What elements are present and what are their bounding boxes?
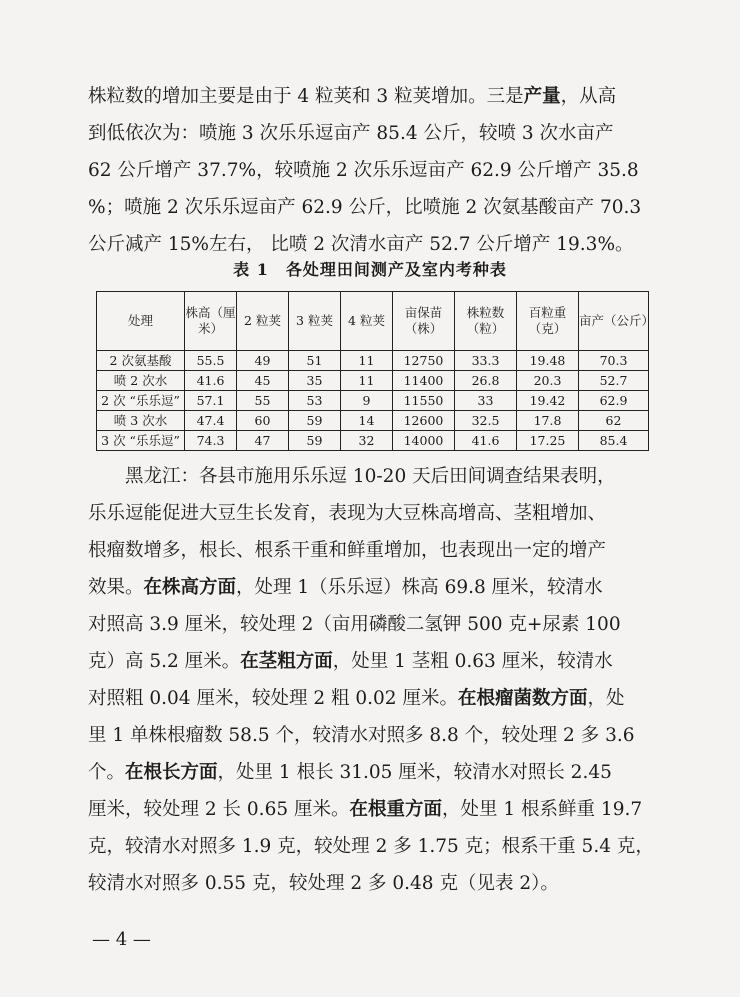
- table-cell: 49: [237, 351, 289, 371]
- header-cell: 株高（厘米）: [185, 292, 237, 351]
- text-line: [88, 865, 648, 902]
- table-cell: 12750: [393, 351, 455, 371]
- table-row: [97, 351, 649, 371]
- table-cell: 11: [341, 371, 393, 391]
- table-cell: 62.9: [579, 391, 649, 411]
- text-line: 到低依次为：喷施 3 次乐乐逗亩产 85.4 公斤，较喷 3 次水亩产: [88, 123, 614, 144]
- text-segment: ，处里 1 茎粗 0.63 厘米，较清水: [332, 651, 613, 672]
- bold-term: 在茎粗方面: [240, 651, 333, 672]
- bold-term: 在根长方面: [125, 762, 218, 783]
- text-segment: ，处: [587, 688, 625, 709]
- text-segment: 乐乐逗能促进大豆生长发育，表现为大豆株高增高、茎粗增加、: [88, 503, 607, 524]
- table-cell: 74.3: [185, 431, 237, 451]
- table-cell: 47: [237, 431, 289, 451]
- page-number: — 4 —: [92, 929, 151, 950]
- table-cell: 喷 2 次水: [97, 371, 185, 391]
- table-cell: 14000: [393, 431, 455, 451]
- text-line: [88, 532, 648, 569]
- text-segment: 对照高 3.9 厘米，较处理 2（亩用磷酸二氢钾 500 克+尿素 100: [88, 614, 621, 635]
- paragraph-yield: [88, 78, 648, 263]
- text-segment: 效果。: [88, 577, 144, 598]
- text-segment: 里 1 单株根瘤数 58.5 个，较清水对照多 8.8 个，较处理 2 多 3.6: [88, 725, 635, 746]
- text-line: [88, 458, 648, 495]
- header-cell: 3 粒荚: [289, 292, 341, 351]
- table-body: [97, 351, 649, 451]
- table-cell: 33.3: [455, 351, 517, 371]
- table-row: [97, 431, 649, 451]
- table-cell: 17.25: [517, 431, 579, 451]
- table-cell: 3 次 “乐乐逗”: [97, 431, 185, 451]
- table-cell: 41.6: [455, 431, 517, 451]
- header-cell: 处理: [97, 292, 185, 351]
- text-line: [88, 754, 648, 791]
- text-line: 公斤减产 15%左右， 比喷 2 次清水亩产 52.7 公斤增产 19.3%。: [88, 234, 634, 255]
- header-cell: 百粒重（克）: [517, 292, 579, 351]
- table-cell: 70.3: [579, 351, 649, 371]
- table-cell: 14: [341, 411, 393, 431]
- table-cell: 26.8: [455, 371, 517, 391]
- table-row: [97, 371, 649, 391]
- table-cell: 57.1: [185, 391, 237, 411]
- text-segment: 克）高 5.2 厘米。: [88, 651, 241, 672]
- table-cell: 19.42: [517, 391, 579, 411]
- paragraph-heilongjiang: [88, 458, 654, 902]
- table-cell: 60: [237, 411, 289, 431]
- text-line: %；喷施 2 次乐乐逗亩产 62.9 公斤，比喷施 2 次氨基酸亩产 70.3: [88, 197, 642, 218]
- table-cell: 51: [289, 351, 341, 371]
- table-cell: 11550: [393, 391, 455, 411]
- text-segment: 根瘤数增多，根长、根系干重和鲜重增加，也表现出一定的增产: [88, 540, 607, 561]
- table-header-row: [97, 292, 649, 351]
- table-cell: 52.7: [579, 371, 649, 391]
- table-cell: 55: [237, 391, 289, 411]
- table-caption: 表 1 各处理田间测产及室内考种表: [233, 260, 507, 279]
- bold-term: 在株高方面: [143, 577, 237, 598]
- text-line: 株粒数的增加主要是由于 4 粒荚和 3 粒荚增加。三是产量，从高: [88, 86, 617, 107]
- text-line: [88, 495, 648, 532]
- table-cell: 32: [341, 431, 393, 451]
- text-line: [88, 828, 654, 865]
- text-segment: 个。: [88, 762, 126, 783]
- text-segment: 黑龙江：各县市施用乐乐逗 10-20 天后田间调查结果表明，: [125, 466, 616, 487]
- text-line: [88, 680, 648, 717]
- bold-term: 在根重方面: [349, 799, 443, 820]
- header-cell: 亩产（公斤）: [579, 292, 649, 351]
- table-cell: 喷 3 次水: [97, 411, 185, 431]
- bold-term: 在根瘤菌数方面: [457, 688, 588, 709]
- table-cell: 62: [579, 411, 649, 431]
- table-cell: 47.4: [185, 411, 237, 431]
- table-cell: 2 次氨基酸: [97, 351, 185, 371]
- table-cell: 2 次 “乐乐逗”: [97, 391, 185, 411]
- text-segment: ，处理 1（乐乐逗）株高 69.8 厘米，较清水: [236, 577, 603, 598]
- text-line: [88, 717, 648, 754]
- text-line: [88, 569, 648, 606]
- table-cell: 19.48: [517, 351, 579, 371]
- bold-term: 产量: [523, 86, 561, 107]
- header-cell: 4 粒荚: [341, 292, 393, 351]
- table-cell: 59: [289, 431, 341, 451]
- text-line: [88, 643, 648, 680]
- table-cell: 55.5: [185, 351, 237, 371]
- text-segment: 对照粗 0.04 厘米，较处理 2 粗 0.02 厘米。: [88, 688, 458, 709]
- table-cell: 17.8: [517, 411, 579, 431]
- text-line: [88, 791, 648, 828]
- table-cell: 85.4: [579, 431, 649, 451]
- table-cell: 11400: [393, 371, 455, 391]
- table-cell: 53: [289, 391, 341, 411]
- table-cell: 12600: [393, 411, 455, 431]
- text-segment: ，处里 1 根长 31.05 厘米，较清水对照长 2.45: [217, 762, 612, 783]
- text-segment: 厘米，较处理 2 长 0.65 厘米。: [88, 799, 350, 820]
- text-segment: ，处里 1 根系鲜重 19.7: [442, 799, 643, 820]
- table-cell: 9: [341, 391, 393, 411]
- table-cell: 32.5: [455, 411, 517, 431]
- text-line: [88, 606, 648, 643]
- table-cell: 11: [341, 351, 393, 371]
- table-cell: 59: [289, 411, 341, 431]
- data-table: [96, 291, 655, 451]
- header-cell: 株粒数（粒）: [455, 292, 517, 351]
- text-segment: 克，较清水对照多 1.9 克，较处理 2 多 1.75 克；根系干重 5.4 克，: [88, 836, 654, 857]
- header-cell: 亩保苗（株）: [393, 292, 455, 351]
- table-row: [97, 411, 649, 431]
- table-cell: 33: [455, 391, 517, 411]
- table-cell: 35: [289, 371, 341, 391]
- table-cell: 45: [237, 371, 289, 391]
- header-cell: 2 粒荚: [237, 292, 289, 351]
- text-segment: 较清水对照多 0.55 克，较处理 2 多 0.48 克（见表 2）。: [88, 873, 559, 894]
- table-cell: 20.3: [517, 371, 579, 391]
- table-row: [97, 391, 649, 411]
- table-cell: 41.6: [185, 371, 237, 391]
- text-line: 62 公斤增产 37.7%，较喷施 2 次乐乐逗亩产 62.9 公斤增产 35.8: [88, 160, 639, 181]
